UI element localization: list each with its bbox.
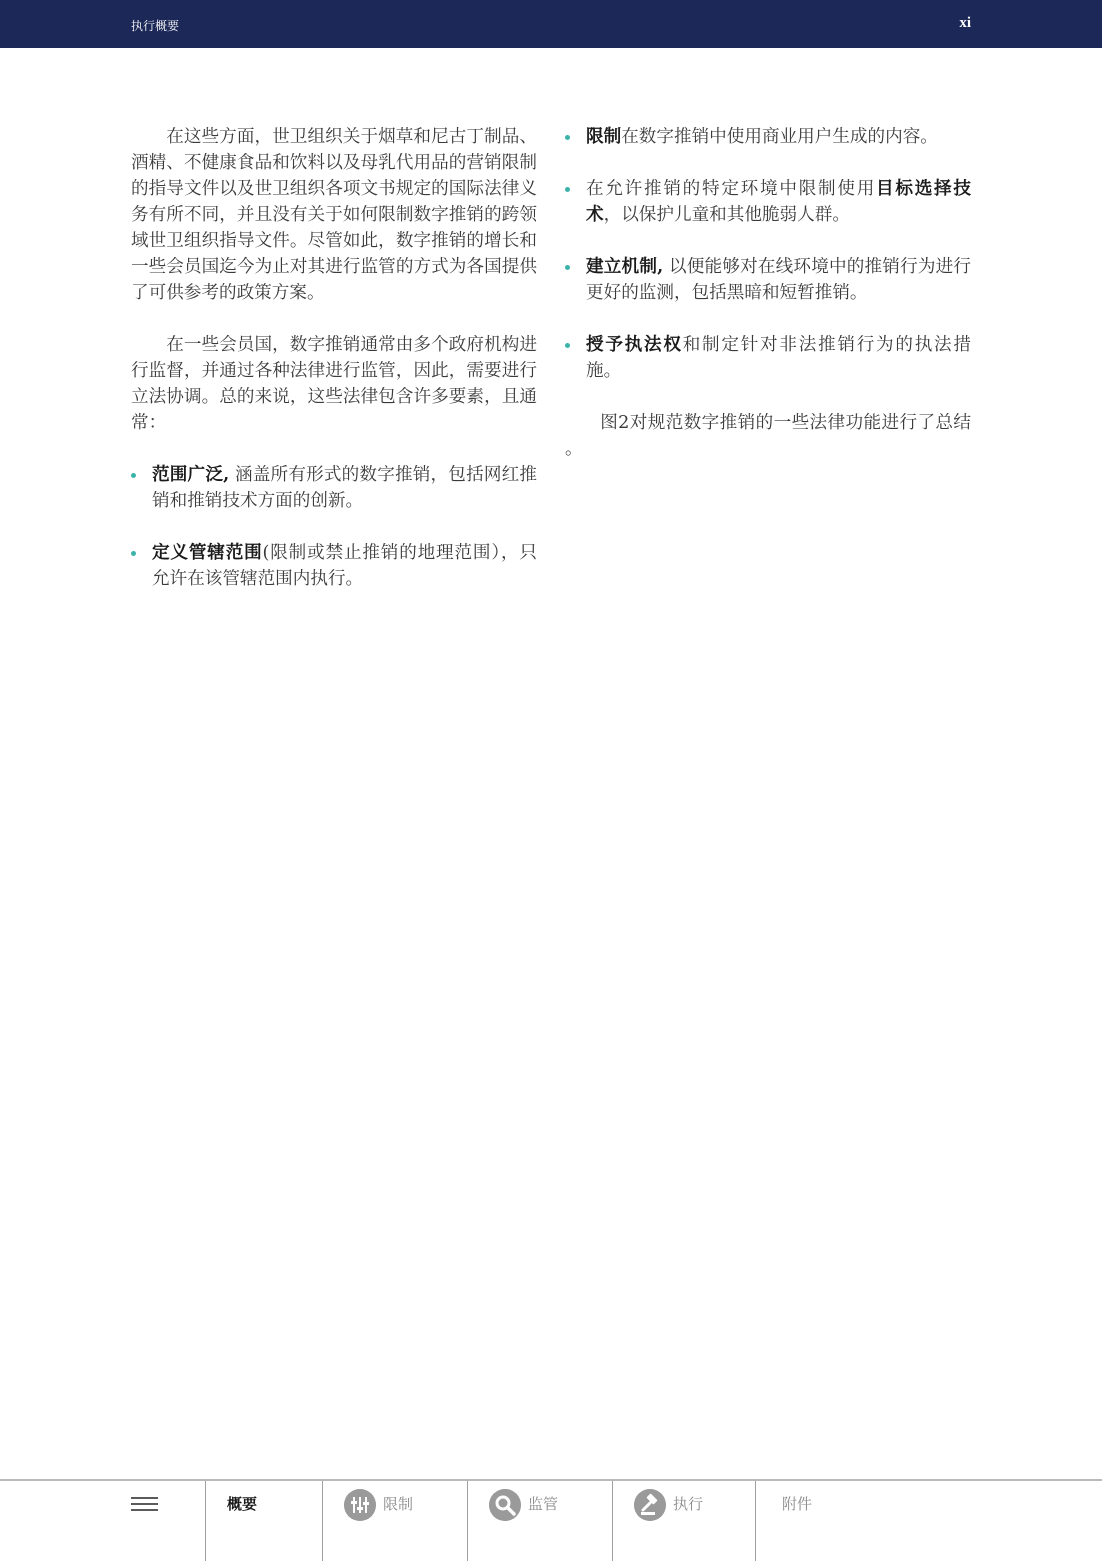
sliders-icon [344,1489,376,1521]
item-text: 和制定针对非法推销行为的执法措施。 [586,335,971,381]
tab-label: 附件 [782,1495,813,1513]
item-text: 在允许推销的特定环境中限制使用 [586,179,877,199]
bullet-list [131,462,537,592]
gavel-icon [634,1489,666,1521]
item-text: 以便能够对在线环境中的推销行为进行更好的监测，包括黑暗和短暂推销。 [586,257,971,303]
item-text: 涵盖所有形式的数字推销，包括网红推销和推销技术方面的创新。 [152,465,537,511]
bullet-list [565,124,971,384]
paragraph: 在一些会员国，数字推销通常由多个政府机构进行监督，并通过各种法律进行监管，因此，需要进行立法协调。总的来说，这些法律包含许多要素，且通常： [131,335,537,433]
list-item [565,124,971,150]
tab-supervise[interactable] [467,1481,613,1561]
tab-overview[interactable] [205,1481,323,1561]
magnifier-icon [489,1489,521,1521]
list-item [131,462,537,514]
bullet-dot-icon [565,343,570,348]
paragraph: 图2对规范数字推销的一些法律功能进行了总结 。 [565,413,971,459]
bullet-dot-icon [565,265,570,270]
tab-label: 概要 [227,1495,258,1513]
tab-enforce[interactable] [612,1481,756,1561]
item-keyword: 授予执法权 [586,334,683,355]
bullet-dot-icon [565,135,570,140]
menu-icon[interactable] [131,1497,158,1515]
left-column [131,124,537,618]
item-keyword: 范围广泛, [152,464,230,485]
item-keyword: 目标选择技术 [586,178,971,225]
item-text: (限制或禁止推销的地理范围），只允许在该管辖范围内执行。 [152,543,537,589]
tab-annex[interactable] [755,1481,901,1561]
section-title: 执行概要 [131,19,180,33]
page-number: xi [959,15,971,31]
list-item [565,332,971,384]
tab-label: 监管 [528,1495,559,1513]
list-item [131,540,537,592]
item-text: ，以保护儿童和其他脆弱人群。 [603,205,850,225]
list-item [565,176,971,228]
item-keyword: 建立机制, [586,256,664,277]
tab-label: 执行 [673,1495,704,1513]
page-header [0,0,1102,48]
bullet-dot-icon [131,473,136,478]
bottom-navigation [0,1479,1102,1561]
tab-label: 限制 [383,1495,414,1513]
paragraph: 在这些方面，世卫组织关于烟草和尼古丁制品、酒精、不健康食品和饮料以及母乳代用品的营销限制的指导文件以及世卫组织各项文书规定的国际法律义务有所不同，并且没有关于如何限制数字推销的跨领域世卫组织指导文件。尽管如此，数字推销的增长和一些会员国迄今为止对其进行监管的方式为各国提供了可供参考的政策方案。 [131,127,537,303]
item-text: 在数字推销中使用商业用户生成的内容。 [621,127,938,147]
right-column [565,124,971,488]
bullet-dot-icon [565,187,570,192]
tab-restrict[interactable] [322,1481,468,1561]
item-keyword: 限制 [586,126,622,147]
list-item [565,254,971,306]
item-keyword: 定义管辖范围 [152,542,263,563]
bullet-dot-icon [131,551,136,556]
